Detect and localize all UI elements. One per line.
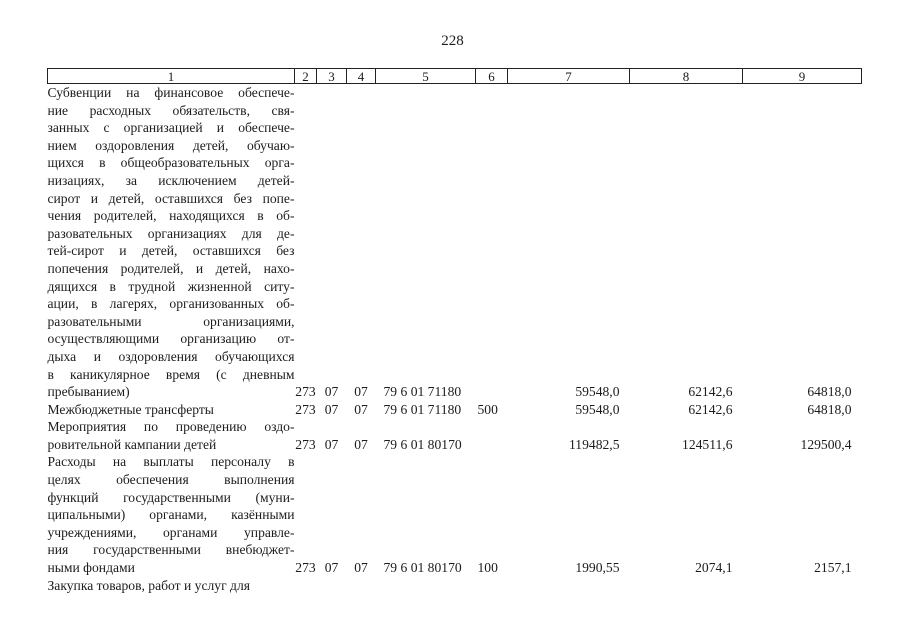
- cell-c7: 59548,0: [575, 401, 620, 417]
- cell-c5: 79 6 01 80170: [383, 560, 462, 576]
- cell-c4: [347, 577, 376, 595]
- cell-c2: 273: [295, 560, 316, 576]
- header-row: [48, 69, 862, 84]
- header-cell-5: 5: [376, 69, 476, 84]
- description-line: функций государственными (муни-: [47, 489, 295, 505]
- cell-c2: 273: [295, 401, 316, 417]
- row-description: [48, 577, 295, 595]
- cell-c2: [295, 577, 317, 595]
- description-line: попечения родителей, и детей, нахо-: [47, 260, 295, 276]
- header-cell-9: 9: [743, 69, 862, 84]
- description-line: дыха и оздоровления обучающихся: [47, 348, 295, 364]
- description-line: ровительной кампании детей: [47, 436, 217, 452]
- description-line: учреждениями, органами управле-: [47, 524, 295, 540]
- header-cell-6: 6: [476, 69, 508, 84]
- cell-c2: 273: [295, 384, 316, 400]
- description-line: Субвенции на финансовое обеспече-: [47, 85, 295, 100]
- cell-c8: [630, 577, 743, 595]
- description-line: пребыванием): [47, 384, 130, 400]
- cell-c5: 79 6 01 80170: [383, 436, 462, 452]
- row-description: [48, 401, 295, 419]
- cell-c6: [476, 418, 508, 453]
- cell-c3: 07: [324, 401, 339, 417]
- description-line: осуществляющими организацию от-: [47, 331, 295, 347]
- cell-c5: 79 6 01 71180: [383, 401, 462, 417]
- cell-c7: 119482,5: [569, 436, 620, 452]
- description-line: Расходы на выплаты персоналу в: [47, 454, 295, 470]
- cell-c6: 100: [477, 560, 498, 576]
- cell-c7: [508, 577, 630, 595]
- cell-c5: 79 6 01 71180: [383, 384, 462, 400]
- table-row: [48, 418, 862, 453]
- description-line: ации, в лагерях, организованных об-: [47, 296, 295, 312]
- description-line: Мероприятия по проведению оздо-: [47, 419, 295, 435]
- description-line: щихся в общеобразовательных орга-: [47, 155, 295, 171]
- cell-c8: 62142,6: [688, 401, 733, 417]
- header-cell-3: 3: [317, 69, 347, 84]
- table-body: [48, 84, 862, 595]
- budget-table: [47, 68, 862, 594]
- description-line: занных с организацией и обеспече-: [47, 120, 295, 136]
- description-line: ния государственными внебюджет-: [47, 542, 295, 558]
- description-line: чения родителей, находящихся в об-: [47, 208, 295, 224]
- cell-c6: [476, 84, 508, 401]
- header-cell-4: 4: [347, 69, 376, 84]
- description-line: низациях, за исключением детей-: [47, 172, 295, 188]
- cell-c6: [476, 577, 508, 595]
- cell-c5: [376, 577, 476, 595]
- header-cell-7: 7: [508, 69, 630, 84]
- row-description: [48, 84, 295, 401]
- header-cell-8: 8: [630, 69, 743, 84]
- description-line: ными фондами: [47, 560, 135, 576]
- description-line: ние расходных обязательств, свя-: [47, 102, 295, 118]
- cell-c4: 07: [354, 436, 368, 452]
- cell-c3: 07: [324, 384, 339, 400]
- description-line: целях обеспечения выполнения: [47, 472, 295, 488]
- cell-c7: 59548,0: [575, 384, 620, 400]
- cell-c4: 07: [354, 401, 368, 417]
- table-row: [48, 577, 862, 595]
- cell-c9: 129500,4: [800, 436, 852, 452]
- cell-c8: 124511,6: [682, 436, 733, 452]
- cell-c7: 1990,55: [575, 560, 620, 576]
- cell-c3: 07: [324, 436, 339, 452]
- page-number: 228: [441, 33, 464, 49]
- description-line: нием оздоровления детей, обучаю-: [47, 137, 295, 153]
- description-line: тей-сирот и детей, оставшихся без: [47, 243, 295, 259]
- row-description: [48, 418, 295, 453]
- cell-c8: 2074,1: [695, 560, 733, 576]
- cell-c2: 273: [295, 436, 316, 452]
- table-row: [48, 401, 862, 419]
- cell-c4: 07: [354, 384, 368, 400]
- cell-c3: [317, 577, 347, 595]
- description-line: разовательных организациях для де-: [47, 225, 295, 241]
- description-line: Межбюджетные трансферты: [47, 401, 214, 417]
- cell-c3: 07: [324, 560, 339, 576]
- cell-c6: 500: [477, 401, 498, 417]
- description-line: дящихся в трудной жизненной ситу-: [47, 278, 295, 294]
- cell-c9: 64818,0: [807, 384, 852, 400]
- description-line: Закупка товаров, работ и услуг для: [47, 577, 251, 593]
- header-cell-1: 1: [48, 69, 295, 84]
- table-row: [48, 453, 862, 576]
- description-line: сирот и детей, оставшихся без попе-: [47, 190, 295, 206]
- cell-c4: 07: [354, 560, 368, 576]
- description-line: в каникулярное время (с дневным: [47, 366, 295, 382]
- cell-c9: 2157,1: [814, 560, 852, 576]
- cell-c9: 64818,0: [807, 401, 852, 417]
- cell-c8: 62142,6: [688, 384, 733, 400]
- description-line: ципальными) органами, казёнными: [47, 507, 295, 523]
- cell-c9: [743, 577, 862, 595]
- description-line: разовательными организациями,: [47, 313, 295, 329]
- row-description: [48, 453, 295, 576]
- header-cell-2: 2: [295, 69, 317, 84]
- table-row: [48, 84, 862, 401]
